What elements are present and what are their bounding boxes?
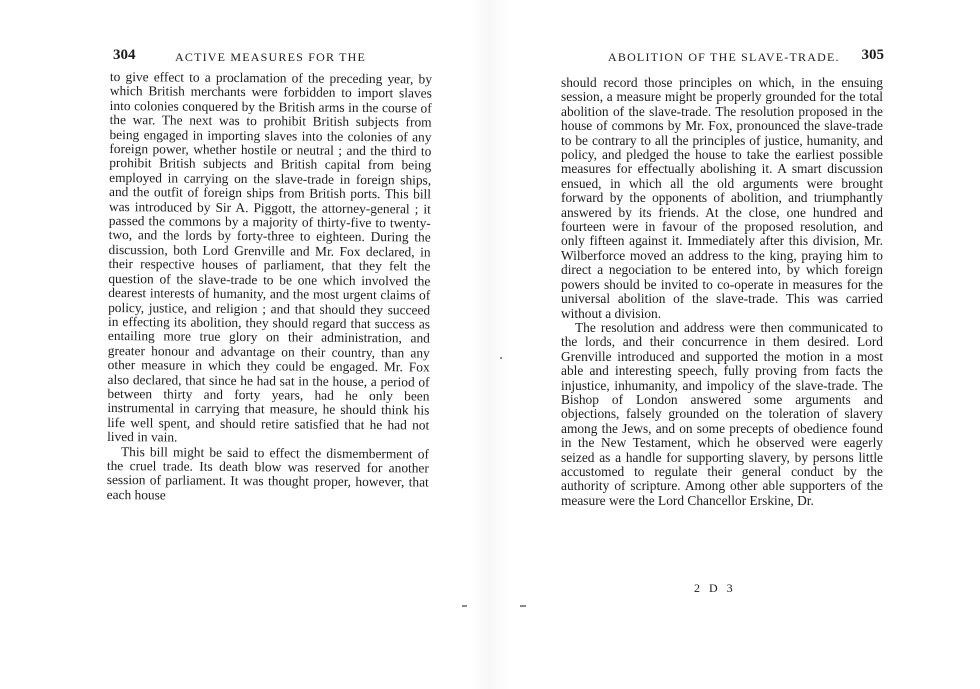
right-paragraph-1: should record those principles on which, in the ensuing session, a measure might be properly grounded for the total abolition of the slave-trade. The resolution proposed in the house of commons by Mr. Fox, pronounced the slave-trade to be contrary to all the principles of justice, humanity, and policy, and pledged the house to take the earliest possible measures for effectually abolishing it. A smart discussion ensued, in which all the old arguments were brought forward by the opponents of abolition, and triumphantly answered by its friends. At the close, one hundred and fourteen were in favour of the proposed resolution, and only fifteen against it. Immediately after this division, Mr. Wilberforce moved an address to the king, praying him to direct a negociation to be entered into, by which foreign powers should be invited to co-operate in measures for the universal abolition of the slave-trade. This was carried without a division. — [561, 75, 883, 321]
right-running-head: ABOLITION OF THE SLAVE-TRADE. — [608, 50, 840, 64]
left-page-header — [113, 47, 443, 67]
signature-mark: 2 D 3 — [694, 581, 736, 595]
left-running-head: ACTIVE MEASURES FOR THE — [175, 50, 367, 64]
print-speck — [520, 605, 526, 607]
left-paragraph-2: This bill might be said to effect the dismemberment of the cruel trade. Its death blow was reserved for another session of parliament. It was thought proper, however, that each house — [106, 443, 430, 503]
right-page-body — [561, 76, 883, 508]
left-paragraph-1: to give effect to a proclamation of the preceding year, by which British merchants were forbidden to import slaves into colonies conquered by the British arms in the course of the war. The next was to prohibit British subjects from being engaged in importing slaves into the colonies of any foreign power, whether hostile or neutral ; and the third to prohibit British subjects and British capital from being employed in carrying on the slave-trade in foreign ships, and the outfit of foreign ships from British ports. This bill was introduced by Sir A. Piggott, the attorney-general ; it passed the commons by a majority of thirty-five to twenty-two, and the lords by forty-three to eighteen. During the discussion, both Lord Grenville and Mr. Fox declared, in their respective houses of parliament, that they felt the question of the slave-trade to be one which involved the dearest interests of humanity, and the most urgent claims of policy, justice, and religion ; and that should they succeed in effecting its abolition, they should regard that success as entailing more true glory on their administration, and greater honour and advantage on their country, than any other measure in which they could be engaged. Mr. Fox also declared, that since he had sat in the house, a period of between thirty and forty years, had he only been instrumental in carrying that measure, he should think his life well spent, and should retire satisfied that he had not lived in vain. — [107, 69, 432, 445]
left-page-body — [107, 70, 432, 505]
right-page — [490, 0, 980, 689]
right-page-number: 305 — [861, 47, 884, 63]
print-speck — [462, 605, 467, 607]
right-page-header — [608, 47, 884, 67]
print-speck — [500, 357, 502, 359]
left-page-number: 304 — [113, 47, 136, 63]
right-paragraph-2: The resolution and address were then communicated to the lords, and their concurrence in them desired. Lord Grenville introduced and supported the motion in a most able and interesting speech, fully proving from facts the injustice, inhumanity, and impolicy of the slave-trade. The Bishop of London answered some arguments and objections, falsely grounded on the toleration of slavery among the Jews, and on some precepts of obedience found in the New Testament, which he observed were eagerly seized as a handle for supporting slavery, by persons little accustomed to regulate their general conduct by the authority of scripture. Among other able supporters of the measure were the Lord Chancellor Erskine, Dr. — [561, 319, 883, 508]
